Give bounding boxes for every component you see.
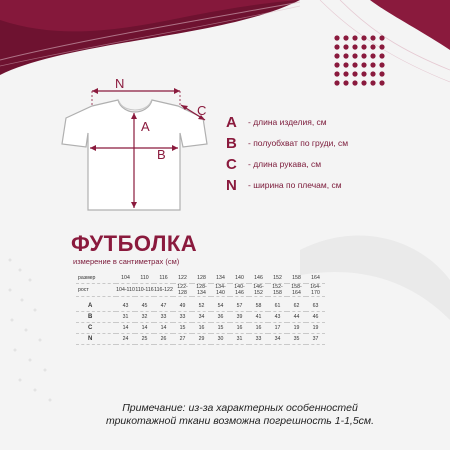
table-cell: 14 <box>154 323 173 334</box>
size-header-cell: 128 <box>192 273 211 284</box>
row-label: N <box>76 334 116 345</box>
note-line-1: Примечание: из-за характерных особенностей <box>122 402 358 414</box>
size-header-cell: 152 <box>268 273 287 284</box>
table-cell: 61 <box>268 301 287 312</box>
table-cell: 16 <box>230 323 249 334</box>
height-header-cell: 134-140 <box>211 284 230 297</box>
row-label: C <box>76 323 116 334</box>
table-cell: 27 <box>173 334 192 345</box>
row-label: A <box>76 301 116 312</box>
table-cell: 25 <box>135 334 154 345</box>
height-header-cell: 116-122 <box>154 284 173 297</box>
legend-text: - длина изделия, см <box>248 117 327 127</box>
table-cell: 54 <box>211 301 230 312</box>
size-table <box>76 273 325 345</box>
table-cell: 34 <box>192 312 211 323</box>
diagram-label-c: C <box>197 103 207 118</box>
page-title: ФУТБОЛКА <box>71 231 198 256</box>
height-header-cell: 128-134 <box>192 284 211 297</box>
height-header-cell: 164-170 <box>306 284 325 297</box>
table-cell: 31 <box>230 334 249 345</box>
height-header-cell: 140-146 <box>230 284 249 297</box>
diagram-label-b: B <box>157 147 166 162</box>
size-header-cell: 134 <box>211 273 230 284</box>
table-cell: 43 <box>116 301 135 312</box>
table-cell: 16 <box>249 323 268 334</box>
legend-item-b <box>226 133 348 153</box>
table-cell: 34 <box>268 334 287 345</box>
table-cell: 33 <box>249 334 268 345</box>
diagram-label-n: N <box>115 76 125 91</box>
table-cell: 63 <box>306 301 325 312</box>
table-cell: 24 <box>116 334 135 345</box>
legend-item-n <box>226 175 348 195</box>
grey-dot-field <box>9 259 52 402</box>
table-cell: 19 <box>287 323 306 334</box>
legend-text: - длина рукава, см <box>248 159 322 169</box>
table-cell: 33 <box>173 312 192 323</box>
table-cell: 36 <box>211 312 230 323</box>
table-cell: 57 <box>230 301 249 312</box>
height-header-cell: 158-164 <box>287 284 306 297</box>
table-cell: 26 <box>154 334 173 345</box>
table-cell: 35 <box>287 334 306 345</box>
table-cell: 15 <box>173 323 192 334</box>
table-cell: 39 <box>230 312 249 323</box>
table-cell: 19 <box>306 323 325 334</box>
table-cell: 32 <box>135 312 154 323</box>
size-header-cell: 164 <box>306 273 325 284</box>
dot-grid <box>334 35 384 85</box>
table-row <box>76 312 325 323</box>
table-cell: 58 <box>249 301 268 312</box>
table-cell: 37 <box>306 334 325 345</box>
legend-text: - полуобхват по груди, см <box>248 138 349 148</box>
table-row <box>76 301 325 312</box>
size-header-cell: 104 <box>116 273 135 284</box>
height-header-cell: 146-152 <box>249 284 268 297</box>
page-subtitle: измерение в сантиметрах (см) <box>73 257 180 266</box>
table-cell: 43 <box>268 312 287 323</box>
table-cell: 52 <box>192 301 211 312</box>
legend-item-c <box>226 154 348 174</box>
height-header-label: рост <box>76 284 116 297</box>
size-header-cell: 110 <box>135 273 154 284</box>
table-cell: 47 <box>154 301 173 312</box>
legend-letter: B <box>226 134 237 152</box>
table-cell: 62 <box>287 301 306 312</box>
tshirt-diagram <box>62 88 207 210</box>
table-cell: 17 <box>268 323 287 334</box>
table-cell: 14 <box>116 323 135 334</box>
table-cell: 45 <box>135 301 154 312</box>
table-cell: 14 <box>135 323 154 334</box>
row-label: B <box>76 312 116 323</box>
height-header-cell: 104-110 <box>116 284 135 297</box>
table-row <box>76 284 325 297</box>
table-cell: 44 <box>287 312 306 323</box>
size-header-label: размер <box>76 273 116 284</box>
table-row <box>76 323 325 334</box>
diagram-label-a: A <box>141 119 150 134</box>
table-row <box>76 334 325 345</box>
size-header-cell: 140 <box>230 273 249 284</box>
table-cell: 41 <box>249 312 268 323</box>
table-cell: 15 <box>211 323 230 334</box>
table-cell: 49 <box>173 301 192 312</box>
measurement-legend <box>226 112 348 196</box>
table-row <box>76 273 325 284</box>
height-header-cell: 110-116 <box>135 284 154 297</box>
table-cell: 29 <box>192 334 211 345</box>
height-header-cell: 122-128 <box>173 284 192 297</box>
size-header-cell: 158 <box>287 273 306 284</box>
note <box>0 402 450 428</box>
legend-text: - ширина по плечам, см <box>248 180 342 190</box>
size-header-cell: 146 <box>249 273 268 284</box>
table-cell: 46 <box>306 312 325 323</box>
legend-item-a <box>226 112 348 132</box>
legend-letter: N <box>226 176 237 194</box>
legend-letter: C <box>226 155 237 173</box>
legend-letter: A <box>226 113 237 131</box>
table-cell: 16 <box>192 323 211 334</box>
right-wave <box>370 0 450 50</box>
size-header-cell: 122 <box>173 273 192 284</box>
size-header-cell: 116 <box>154 273 173 284</box>
note-line-2: трикотажной ткани возможна погрешность 1-1,5см. <box>105 415 375 427</box>
table-cell: 30 <box>211 334 230 345</box>
table-cell: 33 <box>154 312 173 323</box>
table-cell: 31 <box>116 312 135 323</box>
height-header-cell: 152-158 <box>268 284 287 297</box>
